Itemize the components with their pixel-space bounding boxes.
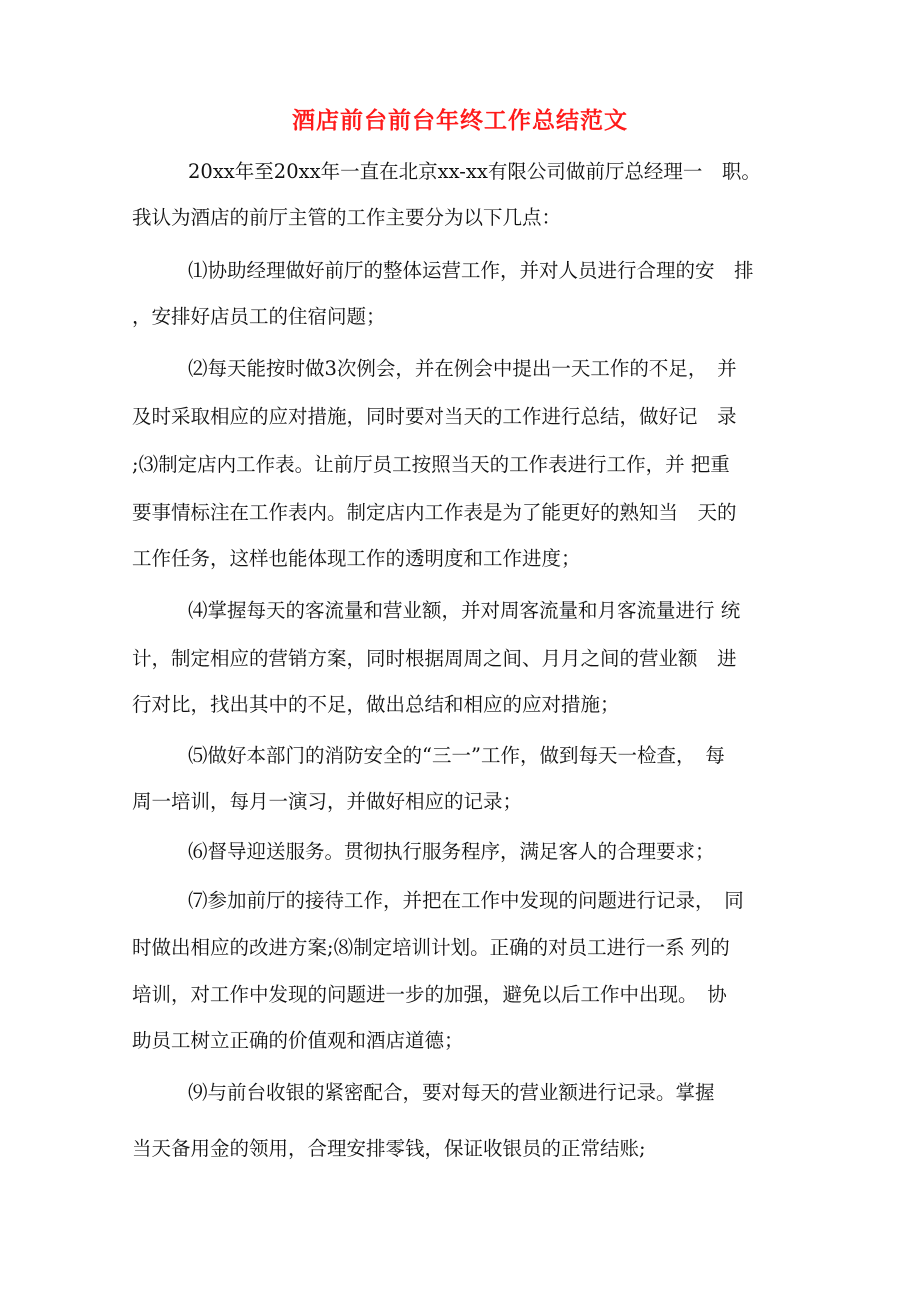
- paragraph-first-line: ⑷掌握每天的客流量和营业额，并对周客流量和月客流量进行 统: [188, 599, 741, 622]
- paragraph-line: 及时采取相应的应对措施，同时要对当天的工作进行总结，做好记 录: [132, 405, 737, 428]
- paragraph-first-line: ⑴协助经理做好前厅的整体运营工作，并对人员进行合理的安 排: [188, 259, 754, 282]
- paragraph-line: 助员工树立正确的价值观和酒店道德；: [132, 1029, 464, 1052]
- paragraph-line: 当天备用金的领用，合理安排零钱，保证收银员的正常结账;: [132, 1137, 646, 1160]
- paragraph-line: ;⑶制定店内工作表。让前厅员工按照当天的工作表进行工作，并 把重: [132, 453, 730, 476]
- paragraph-first-line: ⑺参加前厅的接待工作，并把在工作中发现的问题进行记录， 同: [188, 889, 744, 912]
- paragraph-line: ，安排好店员工的住宿问题；: [132, 305, 386, 328]
- paragraph-line: 时做出相应的改进方案;⑻制定培训计划。正确的对员工进行一系 列的: [132, 936, 730, 959]
- paragraph-first-line: ⑸做好本部门的消防安全的“三一”工作，做到每天一检查， 每: [188, 744, 725, 767]
- paragraph-line: 计，制定相应的营销方案，同时根据周周之间、月月之间的营业额 进: [132, 647, 737, 670]
- paragraph-first-line: ⑹督导迎送服务。贯彻执行服务程序，满足客人的合理要求；: [188, 840, 715, 863]
- paragraph-line: 周一培训，每月一演习，并做好相应的记录；: [132, 790, 523, 813]
- document-title: 酒店前台前台年终工作总结范文: [292, 108, 628, 134]
- paragraph-first-line: ⑵每天能按时做3次例会，并在例会中提出一天工作的不足， 并: [188, 357, 737, 380]
- paragraph-first-line: 20xx年至20xx年一直在北京xx-xx有限公司做前厅总经理一 职。: [188, 160, 761, 183]
- paragraph-line: 培训，对工作中发现的问题进一步的加强，避免以后工作中出现。 协: [132, 983, 727, 1006]
- paragraph-line: 工作任务，这样也能体现工作的透明度和工作进度；: [132, 547, 581, 570]
- paragraph-first-line: ⑼与前台收银的紧密配合，要对每天的营业额进行记录。掌握: [188, 1081, 715, 1104]
- paragraph-line: 要事情标注在工作表内。制定店内工作表是为了能更好的熟知当 天的: [132, 501, 737, 524]
- paragraph-line: 行对比，找出其中的不足，做出总结和相应的应对措施；: [132, 693, 620, 716]
- paragraph-line: 我认为酒店的前厅主管的工作主要分为以下几点：: [132, 206, 562, 229]
